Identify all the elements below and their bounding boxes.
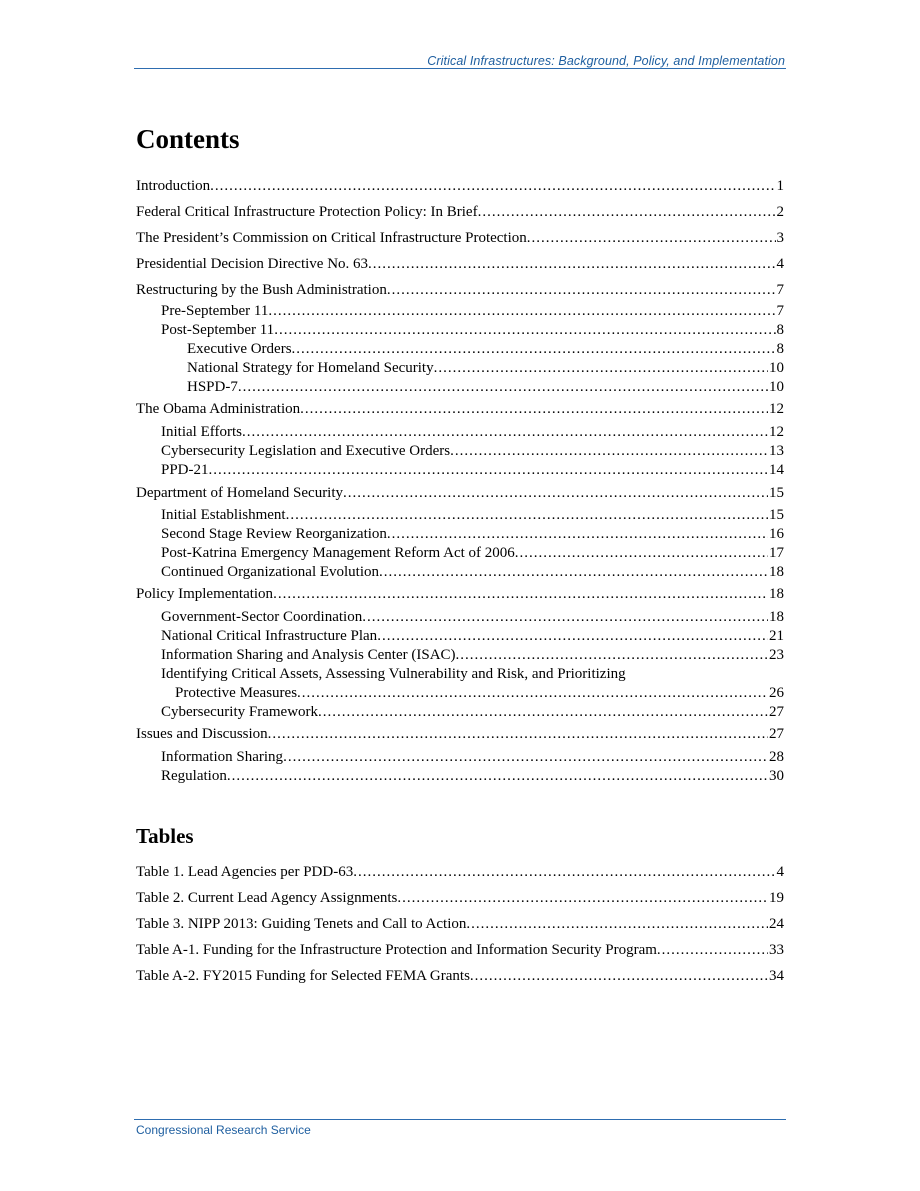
table-entry[interactable]: Table 1. Lead Agencies per PDD-63 ..... 4 xyxy=(136,863,784,882)
page-number: 8 xyxy=(776,341,784,357)
toc-entry[interactable]: Regulation ..... 30 xyxy=(161,767,784,786)
toc-entry[interactable]: Policy Implementation ..... 18 xyxy=(136,585,784,604)
toc-entry[interactable]: Federal Critical Infrastructure Protection Policy: In Brief ..... 2 xyxy=(136,203,784,222)
table-entry[interactable]: Table A-2. FY2015 Funding for Selected FEMA Grants ..... 34 xyxy=(136,967,784,986)
toc-entry[interactable]: Initial Establishment ..... 15 xyxy=(161,506,784,525)
toc-entry[interactable]: Initial Efforts ..... 12 xyxy=(161,423,784,442)
page-number: 15 xyxy=(769,485,784,501)
header-rule xyxy=(134,68,786,69)
page-number: 24 xyxy=(769,916,784,932)
page-number: 18 xyxy=(769,586,784,602)
page-number: 26 xyxy=(769,685,784,701)
toc-entry[interactable]: The President’s Commission on Critical Infrastructure Protection ..... 3 xyxy=(136,229,784,248)
page-number: 21 xyxy=(769,628,784,644)
page-number: 8 xyxy=(776,322,784,338)
page-number: 7 xyxy=(776,303,784,319)
page-number: 28 xyxy=(769,749,784,765)
page-number: 10 xyxy=(769,360,784,376)
page-number: 33 xyxy=(769,942,784,958)
page-number: 27 xyxy=(769,704,784,720)
page-number: 4 xyxy=(776,256,784,272)
page-number: 16 xyxy=(769,526,784,542)
toc-entry[interactable]: Information Sharing and Analysis Center (ISAC) ..... 23 xyxy=(161,646,784,665)
page-number: 19 xyxy=(769,890,784,906)
toc-entry[interactable]: Information Sharing ..... 28 xyxy=(161,748,784,767)
tables-heading: Tables xyxy=(136,824,194,848)
footer-rule xyxy=(134,1119,786,1120)
toc-entry[interactable]: Presidential Decision Directive No. 63 ..... 4 xyxy=(136,255,784,274)
page-number: 12 xyxy=(769,424,784,440)
toc-entry-wrapped-title[interactable]: Identifying Critical Assets, Assessing Vulnerability and Risk, and Prioritizing xyxy=(161,666,626,682)
table-entry[interactable]: Table 3. NIPP 2013: Guiding Tenets and Call to Action ..... 24 xyxy=(136,915,784,934)
toc-entry[interactable]: Post-September 11 ..... 8 xyxy=(161,321,784,340)
table-entry[interactable]: Table A-1. Funding for the Infrastructure Protection and Information Security Program ..... 33 xyxy=(136,941,784,960)
page-number: 12 xyxy=(769,401,784,417)
page-number: 18 xyxy=(769,564,784,580)
toc-entry[interactable]: Cybersecurity Framework ..... 27 xyxy=(161,703,784,722)
toc-entry[interactable]: Post-Katrina Emergency Management Reform Act of 2006 ..... 17 xyxy=(161,544,784,563)
page-number: 27 xyxy=(769,726,784,742)
toc-entry[interactable]: Executive Orders ..... 8 xyxy=(187,340,784,359)
toc-entry[interactable]: Government-Sector Coordination ..... 18 xyxy=(161,608,784,627)
page-number: 2 xyxy=(776,204,784,220)
toc-entry[interactable]: National Strategy for Homeland Security ..... 10 xyxy=(187,359,784,378)
table-entry[interactable]: Table 2. Current Lead Agency Assignments ..... 19 xyxy=(136,889,784,908)
page-number: 15 xyxy=(769,507,784,523)
contents-heading: Contents xyxy=(136,124,240,154)
toc-entry[interactable]: PPD-21 ..... 14 xyxy=(161,461,784,480)
page-number: 3 xyxy=(776,230,784,246)
toc-entry[interactable]: Protective Measures ..... 26 xyxy=(175,684,784,703)
page-number: 10 xyxy=(769,379,784,395)
page-number: 17 xyxy=(769,545,784,561)
toc-entry[interactable]: National Critical Infrastructure Plan ..... 21 xyxy=(161,627,784,646)
toc-entry[interactable]: HSPD-7 ..... 10 xyxy=(187,378,784,397)
page-number: 34 xyxy=(769,968,784,984)
footer-publisher: Congressional Research Service xyxy=(136,1123,311,1137)
toc-entry[interactable]: Restructuring by the Bush Administration ..... 7 xyxy=(136,281,784,300)
page-number: 7 xyxy=(776,282,784,298)
toc-entry[interactable]: Second Stage Review Reorganization ..... 16 xyxy=(161,525,784,544)
toc-entry[interactable]: Department of Homeland Security ..... 15 xyxy=(136,484,784,503)
toc-entry[interactable]: Pre-September 11 ..... 7 xyxy=(161,302,784,321)
toc-entry[interactable]: Cybersecurity Legislation and Executive Orders ..... 13 xyxy=(161,442,784,461)
toc-entry[interactable]: Introduction ..... 1 xyxy=(136,177,784,196)
toc-entry[interactable]: The Obama Administration ..... 12 xyxy=(136,400,784,419)
toc-entry[interactable]: Issues and Discussion ..... 27 xyxy=(136,725,784,744)
page-number: 23 xyxy=(769,647,784,663)
page-number: 4 xyxy=(776,864,784,880)
page-number: 13 xyxy=(769,443,784,459)
page-number: 14 xyxy=(769,462,784,478)
page-number: 1 xyxy=(776,178,784,194)
page-number: 30 xyxy=(769,768,784,784)
page-number: 18 xyxy=(769,609,784,625)
toc-entry[interactable]: Continued Organizational Evolution ..... 18 xyxy=(161,563,784,582)
running-header: Critical Infrastructures: Background, Policy, and Implementation xyxy=(427,54,785,68)
